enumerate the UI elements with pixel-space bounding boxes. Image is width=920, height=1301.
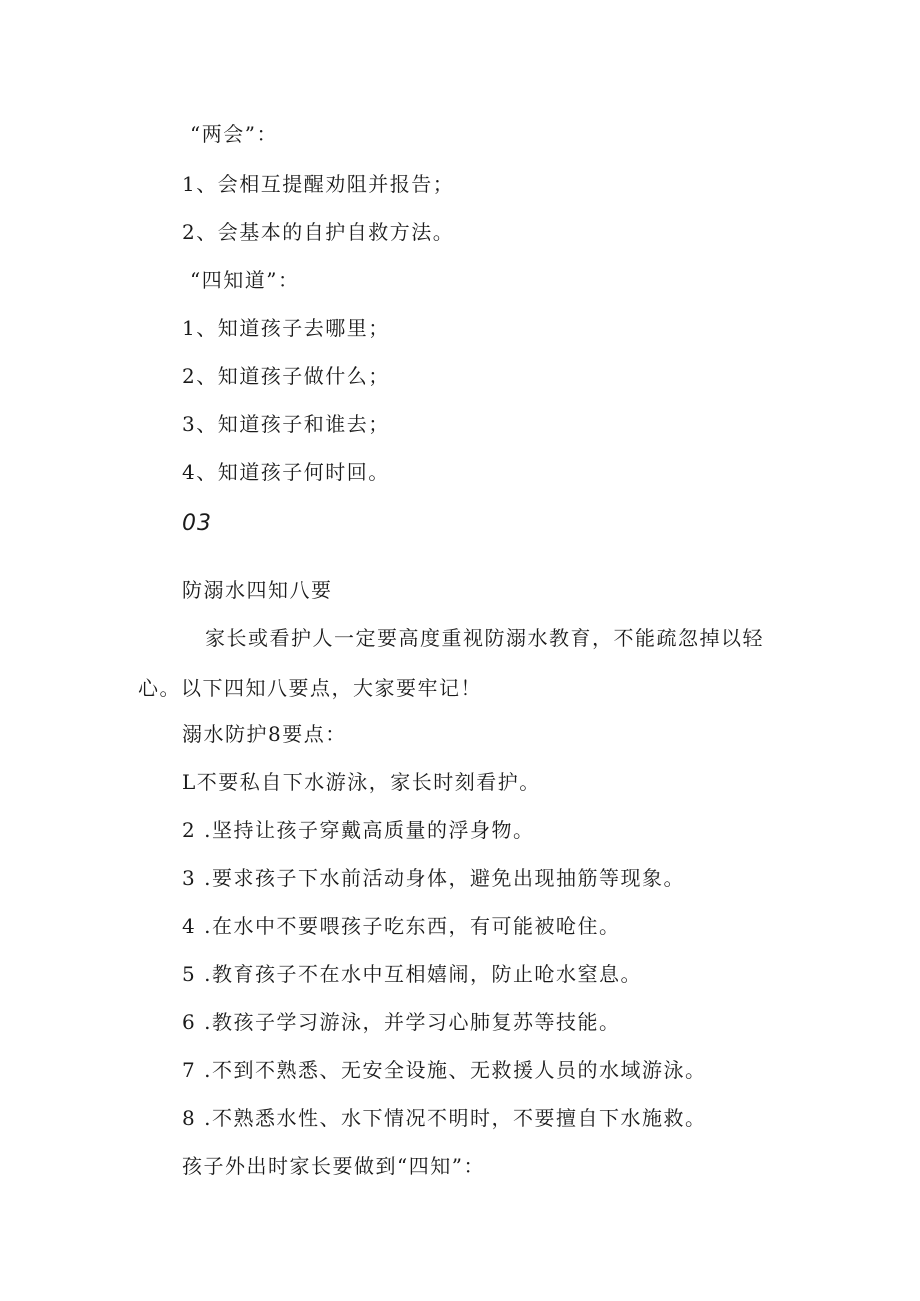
- subheading-parent-four-knows: 孩子外出时家长要做到“四知”：: [182, 1154, 485, 1178]
- subheading-eight-points: 溺水防护8要点：: [182, 722, 347, 746]
- list-item: 3、知道孩子和谁去；: [182, 412, 390, 436]
- paragraph-line: 心。以下四知八要点，大家要牢记！: [138, 676, 482, 700]
- list-item: 5 .教育孩子不在水中互相嬉闹，防止呛水窒息。: [182, 962, 642, 986]
- list-item: 2、会基本的自护自救方法。: [182, 220, 455, 244]
- list-item: 2 .坚持让孩子穿戴高质量的浮身物。: [182, 818, 535, 842]
- list-item: 4 .在水中不要喂孩子吃东西，有可能被呛住。: [182, 914, 621, 938]
- list-item: 7 .不到不熟悉、无安全设施、无救援人员的水域游泳。: [182, 1058, 707, 1082]
- list-item: 2、知道孩子做什么；: [182, 364, 390, 388]
- list-item: 8 .不熟悉水性、水下情况不明时，不要擅自下水施救。: [182, 1106, 707, 1130]
- paragraph-line: 家长或看护人一定要高度重视防溺水教育，不能疏忽掉以轻: [205, 626, 764, 650]
- heading-two-abilities: “两会”：: [190, 122, 278, 146]
- list-item: 6 .教孩子学习游泳，并学习心肺复苏等技能。: [182, 1010, 621, 1034]
- section-title: 防溺水四知八要: [182, 578, 333, 602]
- heading-four-knows: “四知道”：: [190, 268, 300, 292]
- list-item: L不要私自下水游泳，家长时刻看护。: [182, 770, 541, 794]
- list-item: 1、知道孩子去哪里；: [182, 316, 390, 340]
- list-item: 3 .要求孩子下水前活动身体，避免出现抽筋等现象。: [182, 866, 685, 890]
- list-item: 1、会相互提醒劝阻并报告；: [182, 172, 455, 196]
- list-item: 4、知道孩子何时回。: [182, 460, 390, 484]
- section-number: 03: [182, 511, 212, 536]
